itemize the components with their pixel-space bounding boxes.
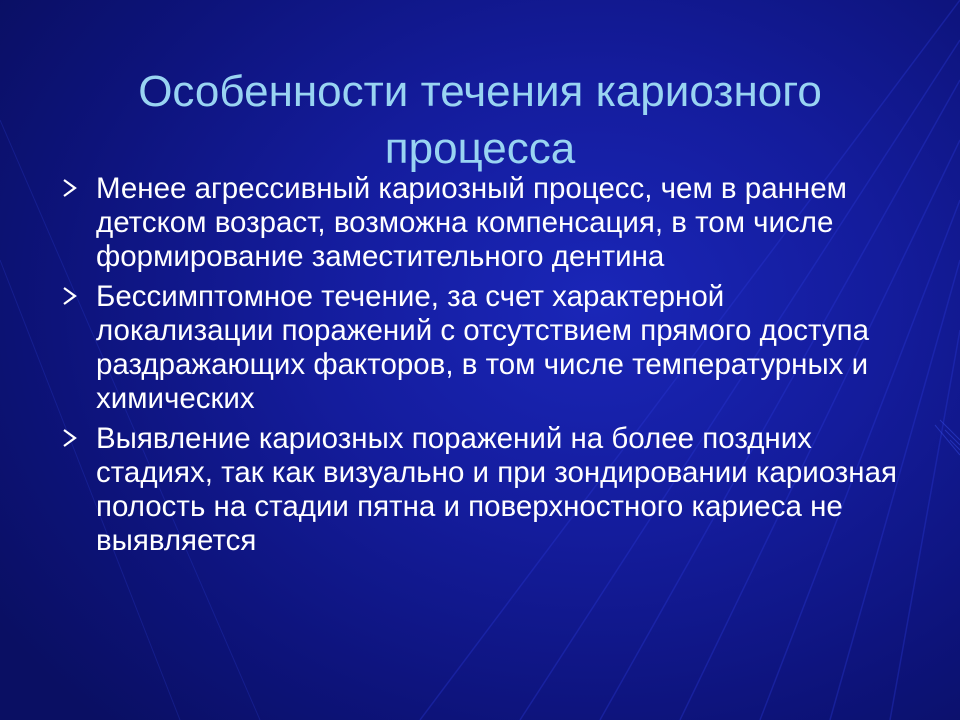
bullet-item: [60, 280, 900, 416]
arrowhead-bullet-icon: [60, 177, 82, 199]
bullet-item: [60, 172, 900, 274]
bullet-text: Менее агрессивный кариозный процесс, чем в раннем детском возраст, возможна компенсация, в том числе формирование заместительного дентина: [96, 172, 847, 273]
bullet-text: Бессимптомное течение, за счет характерной локализации поражений с отсутствием прямого доступа раздражающих факторов, в том числе температурных и химических: [96, 280, 869, 415]
slide-title: Особенности течения кариозного процесса: [138, 67, 822, 174]
bullet-list: [60, 172, 900, 564]
bullet-item: [60, 422, 900, 558]
arrowhead-bullet-icon: [60, 285, 82, 307]
bullet-text: Выявление кариозных поражений на более поздних стадиях, так как визуально и при зондировании кариозная полость на стадии пятна и поверхностного кариеса не выявляется: [96, 422, 897, 557]
arrowhead-bullet-icon: [60, 427, 82, 449]
